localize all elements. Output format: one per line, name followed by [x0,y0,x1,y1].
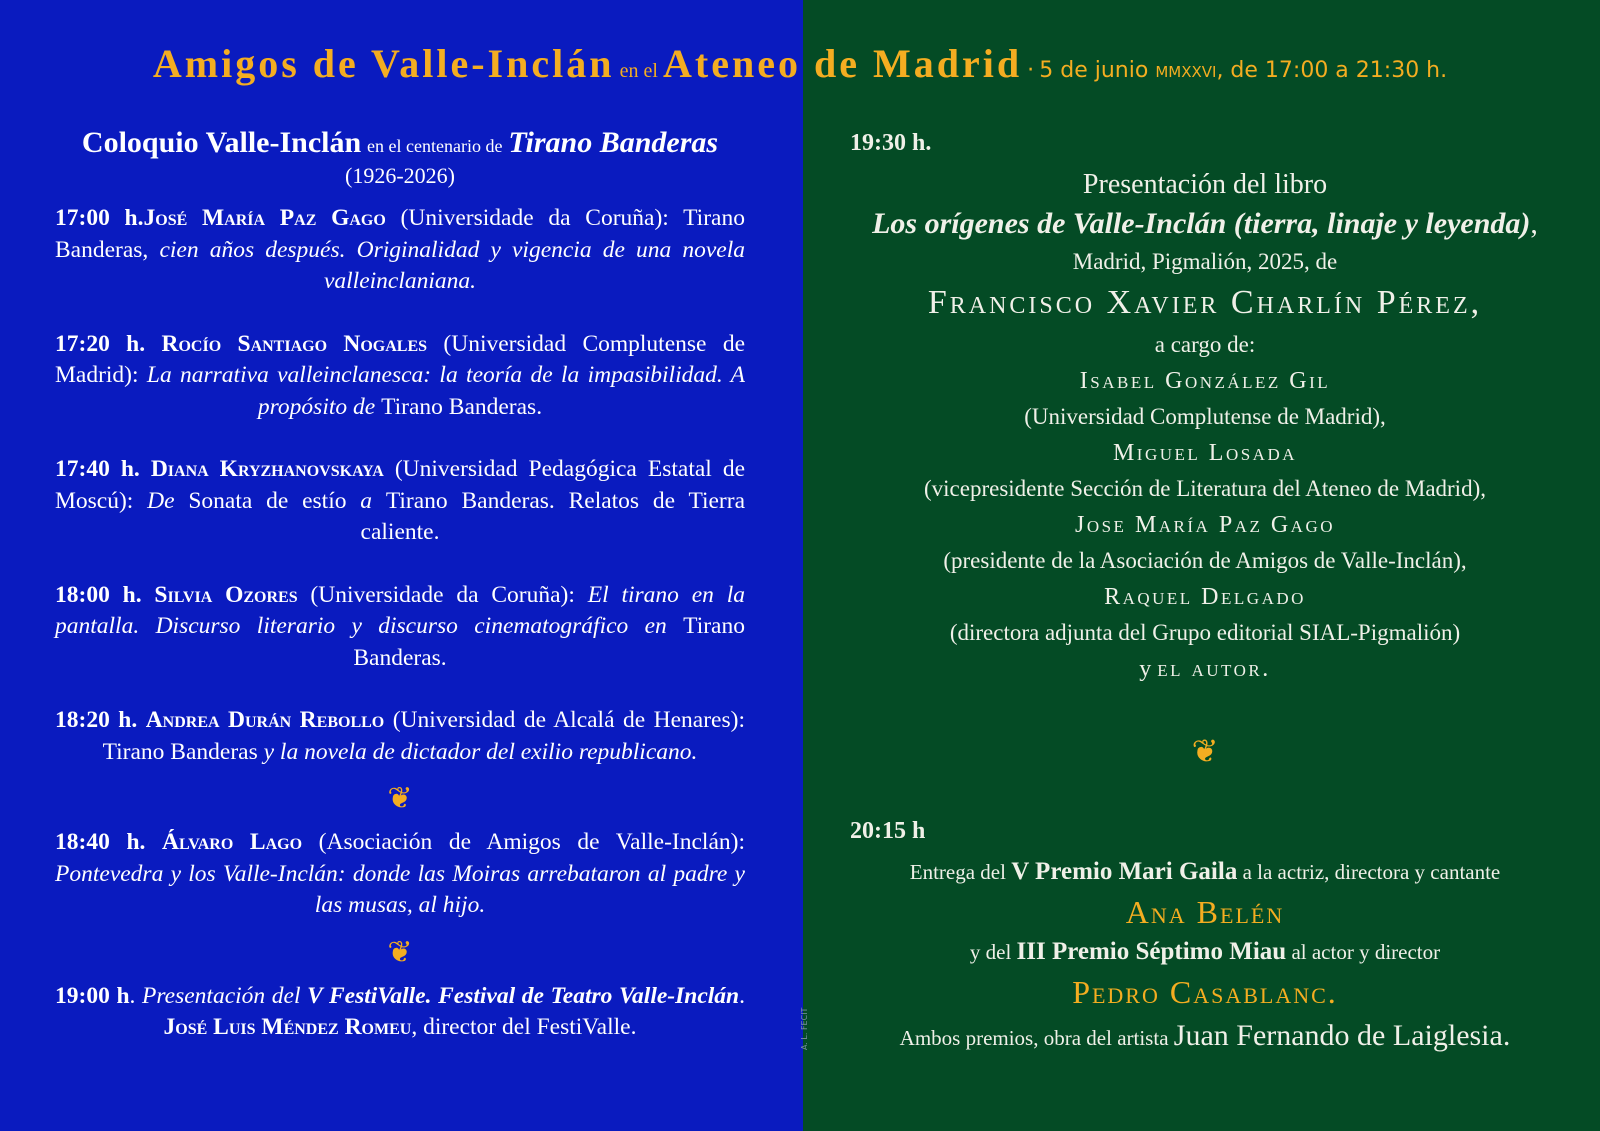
artist-credit: A. L. FECIT [800,1007,809,1050]
talk-item: 19:00 h. Presentación del V FestiValle. Festival de Teatro Valle-Inclán. José Luis Méndez Romeu, director del FestiValle. [55,982,745,1040]
header-organizer: Amigos de Valle-Inclán [152,41,615,86]
header-date: 5 de junio MMXXVI, de 17:00 a 21:30 h. [1039,58,1448,83]
ornament-icon: ❦ [387,782,413,815]
closing-line: y el autor. [1139,656,1271,682]
talk-item: 18:40 h. Álvaro Lago (Asociación de Amigos de Valle-Inclán): Pontevedra y los Valle-Inclán: donde las Moiras arrebataron al padre y las musas, al hijo. [55,829,745,918]
presenter-name: Raquel Delgado [1104,584,1306,610]
ornament-icon: ❦ [387,935,413,969]
book-author: Francisco Xavier Charlín Pérez, [927,284,1483,321]
header-separator: · [1027,58,1035,83]
award-2: y del III Premio Séptimo Miau al actor y director [969,938,1441,965]
talk-item: 17:20 h. Rocío Santiago Nogales (Universidad Complutense de Madrid): La narrativa valleinclanesca: la teoría de la impasibilidad. A propósito de Tirano Banderas. [55,330,746,420]
presenter-affiliation: (vicepresidente Sección de Literatura del Ateneo de Madrid), [924,476,1486,501]
ornament-icon: ❦ [1191,733,1219,769]
header-venue: Ateneo de Madrid [662,41,1023,86]
presenter-affiliation: (directora adjunta del Grupo editorial SIAL-Pigmalión) [949,620,1461,645]
award-1: Entrega del V Premio Mari Gaila a la actriz, directora y cantante [909,858,1501,885]
award-artist: Ambos premios, obra del artista Juan Fernando de Laiglesia. [899,1019,1511,1052]
colloquium-program [55,128,745,1075]
talk-item: 17:40 h. Diana Kryzhanovskaya (Universidad Pedagógica Estatal de Moscú): De Sonata de estío a Tirano Banderas. Relatos de Tierra caliente. [55,456,746,545]
presenter-affiliation: (presidente de la Asociación de Amigos de Valle-Inclán), [943,548,1467,573]
book-publication: Madrid, Pigmalión, 2025, de [1072,249,1338,274]
presentation-time: 19:30 h. [850,130,932,156]
presenter-name: Jose María Paz Gago [1074,512,1336,538]
presenter-affiliation: (Universidad Complutense de Madrid), [1024,404,1386,429]
header-connector: en el [619,60,658,82]
presentation-intro: Presentación del libro [1082,169,1328,200]
talk-item: 18:20 h. Andrea Durán Rebollo (Universidad de Alcalá de Henares): Tirano Banderas y la novela de dictador del exilio republicano. [55,707,745,765]
presenter-name: Miguel Losada [1112,440,1298,466]
presenter-name: Isabel González Gil [1079,368,1331,394]
award-1-winner: Ana Belén [1125,894,1285,930]
award-2-winner: Pedro Casablanc. [1072,974,1338,1010]
colloquium-title: Coloquio Valle-Inclán en el centenario de Tirano Banderas (1926-2026) [81,126,719,188]
presenters-heading: a cargo de: [1154,332,1256,357]
awards-time: 20:15 h [850,818,926,844]
book-title: Los orígenes de Valle-Inclán (tierra, linaje y leyenda), [872,207,1538,240]
book-presentation [850,128,1560,1056]
talk-item: 18:00 h. Silvia Ozores (Universidade da Coruña): El tirano en la pantalla. Discurso literario y discurso cinematográfico en Tirano Banderas. [55,581,745,671]
talk-item: 17:00 h.José María Paz Gago (Universidade da Coruña): Tirano Banderas, cien años después. Originalidad y vigencia de una novela valleinclaniana. [55,205,745,294]
event-header [0,40,1600,87]
